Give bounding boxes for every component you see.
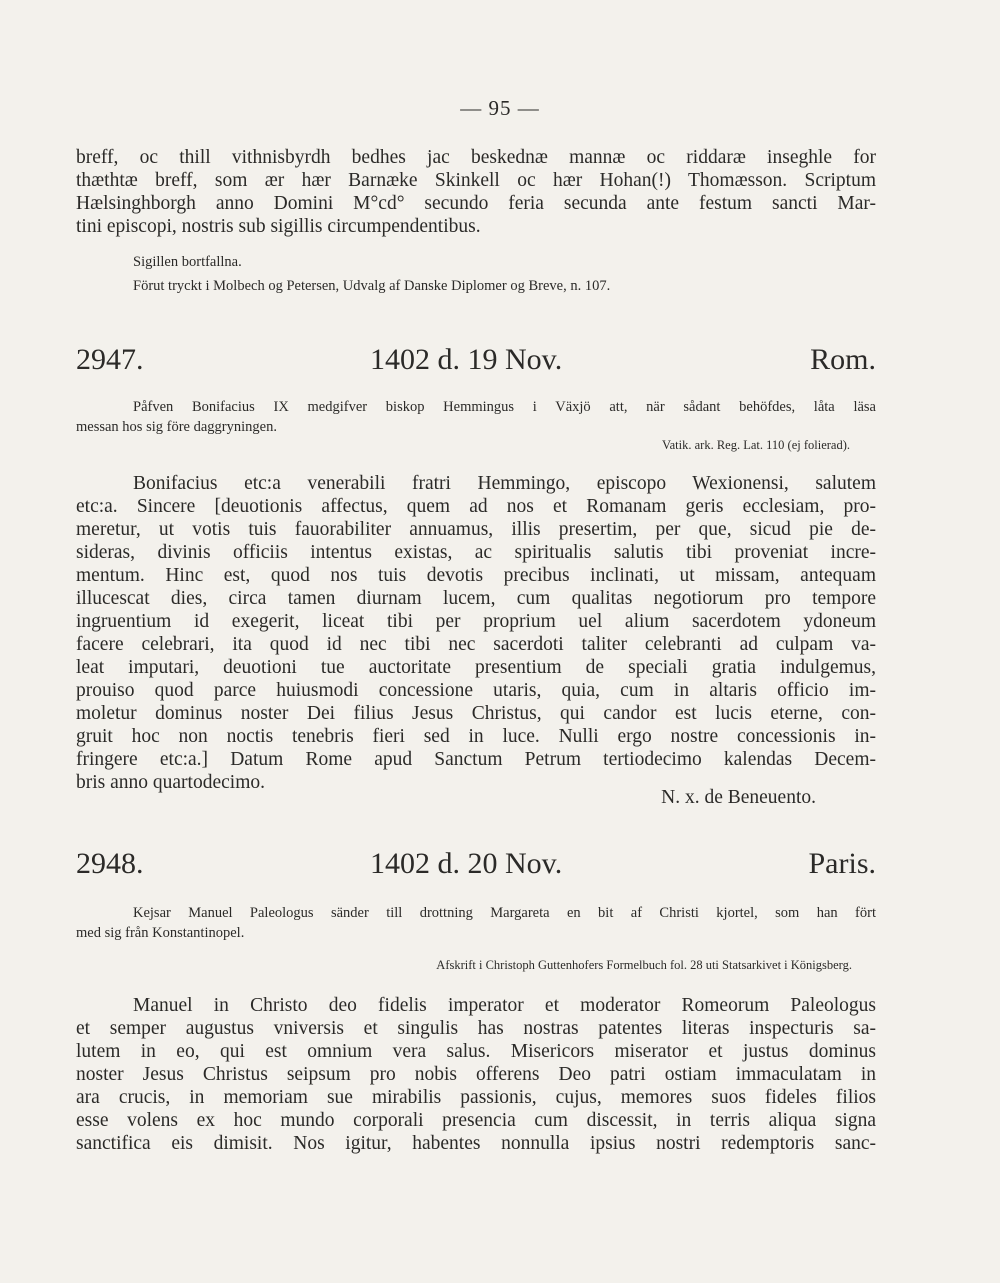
entry-place: Paris. [808,847,876,880]
entry-summary-line: Kejsar Manuel Paleologus sänder till drottning Margareta en bit af Christi kjortel, som han fört [133,905,876,921]
text-line: Bonifacius etc:a venerabili fratri Hemmingo, episcopo Wexionensi, salutem [133,473,876,494]
text-line: etc:a. Sincere [deuotionis affectus, quem ad nos et Romanam geris ecclesiam, pro- [76,496,876,517]
seal-note: Sigillen bortfallna. [133,254,242,270]
text-line: noster Jesus Christus seipsum pro nobis offerens Deo patri ostiam immaculatam in [76,1064,876,1085]
entry-date: 1402 d. 19 Nov. [370,343,563,376]
text-line: Hælsinghborgh anno Domini M°cd° secundo feria secunda ante festum sancti Mar- [76,193,876,214]
text-line: ingruentium id exegerit, liceat tibi per proprium uel alium sacerdotem ydoneum [76,611,876,632]
text-line: fringere etc:a.] Datum Rome apud Sanctum Petrum tertiodecimo kalendas Decem- [76,749,876,770]
entry-summary-line: Påfven Bonifacius IX medgifver biskop Hemmingus i Växjö att, när sådant behöfdes, låta läsa [133,399,876,415]
text-line: prouiso quod parce huiusmodi concessione utaris, quia, cum in altaris officio im- [76,680,876,701]
entry-summary-line: med sig från Konstantinopel. [76,925,245,941]
page-number: — 95 — [460,96,540,120]
text-line: mentum. Hinc est, quod nos tuis devotis precibus inclinati, ut missam, antequam [76,565,876,586]
text-line: thæthtæ breff, som ær hær Barnæke Skinkell oc hær Hohan(!) Thomæsson. Scriptum [76,170,876,191]
entry-number: 2948. [76,847,144,880]
printed-note: Förut tryckt i Molbech og Petersen, Udvalg af Danske Diplomer og Breve, n. 107. [133,278,611,294]
text-line: tini episcopi, nostris sub sigillis circumpendentibus. [76,216,481,237]
entry-number: 2947. [76,343,144,376]
signature: N. x. de Beneuento. [661,787,816,808]
text-line: sanctifica eis dimisit. Nos igitur, habentes nonnulla ipsius nostri redemptoris sanc- [76,1133,876,1154]
text-line: Manuel in Christo deo fidelis imperator et moderator Romeorum Paleologus [133,995,876,1016]
text-line: et semper augustus vniversis et singulis has nostras patentes literas inspecturis sa- [76,1018,876,1039]
text-line: lutem in eo, qui est omnium vera salus. Misericors miserator et justus dominus [76,1041,876,1062]
text-line: leat imputari, deuotioni tue auctoritate presentium de speciali gratia indulgemus, [76,657,876,678]
text-line: facere celebrari, ita quod id nec tibi nec sacerdoti taliter celebranti ad culpam va- [76,634,876,655]
text-line: ara crucis, in memoriam sue mirabilis passionis, cujus, memores suos fideles filios [76,1087,876,1108]
text-line: moletur dominus noster Dei filius Jesus Christus, qui candor est lucis eterne, con- [76,703,876,724]
text-line: illucescat dies, circa tamen diurnam lucem, cum qualitas negotiorum pro tempore [76,588,876,609]
entry-source: Vatik. ark. Reg. Lat. 110 (ej folierad). [661,438,850,452]
text-line: esse volens ex hoc mundo corporali presencia cum discessit, in terris aliqua signa [76,1110,876,1131]
text-line: sideras, divinis officiis intentus existas, ac spiritualis salutis tibi proveniat incre- [76,542,876,563]
text-line: breff, oc thill vithnisbyrdh bedhes jac beskednæ mannæ oc riddaræ inseghle for [76,147,876,168]
entry-place: Rom. [810,343,876,376]
entry-date: 1402 d. 20 Nov. [370,847,563,880]
text-line: gruit hoc non noctis tenebris fieri sed in luce. Nulli ergo nostre concessionis in- [76,726,876,747]
entry-source: Afskrift i Christoph Guttenhofers Formelbuch fol. 28 uti Statsarkivet i Königsberg. [436,958,852,972]
text-line: meretur, ut votis tuis fauorabiliter annuamus, illis presertim, per que, sicud pie de- [76,519,876,540]
text-line: bris anno quartodecimo. [76,772,265,793]
entry-summary-line: messan hos sig före daggryningen. [76,419,277,435]
